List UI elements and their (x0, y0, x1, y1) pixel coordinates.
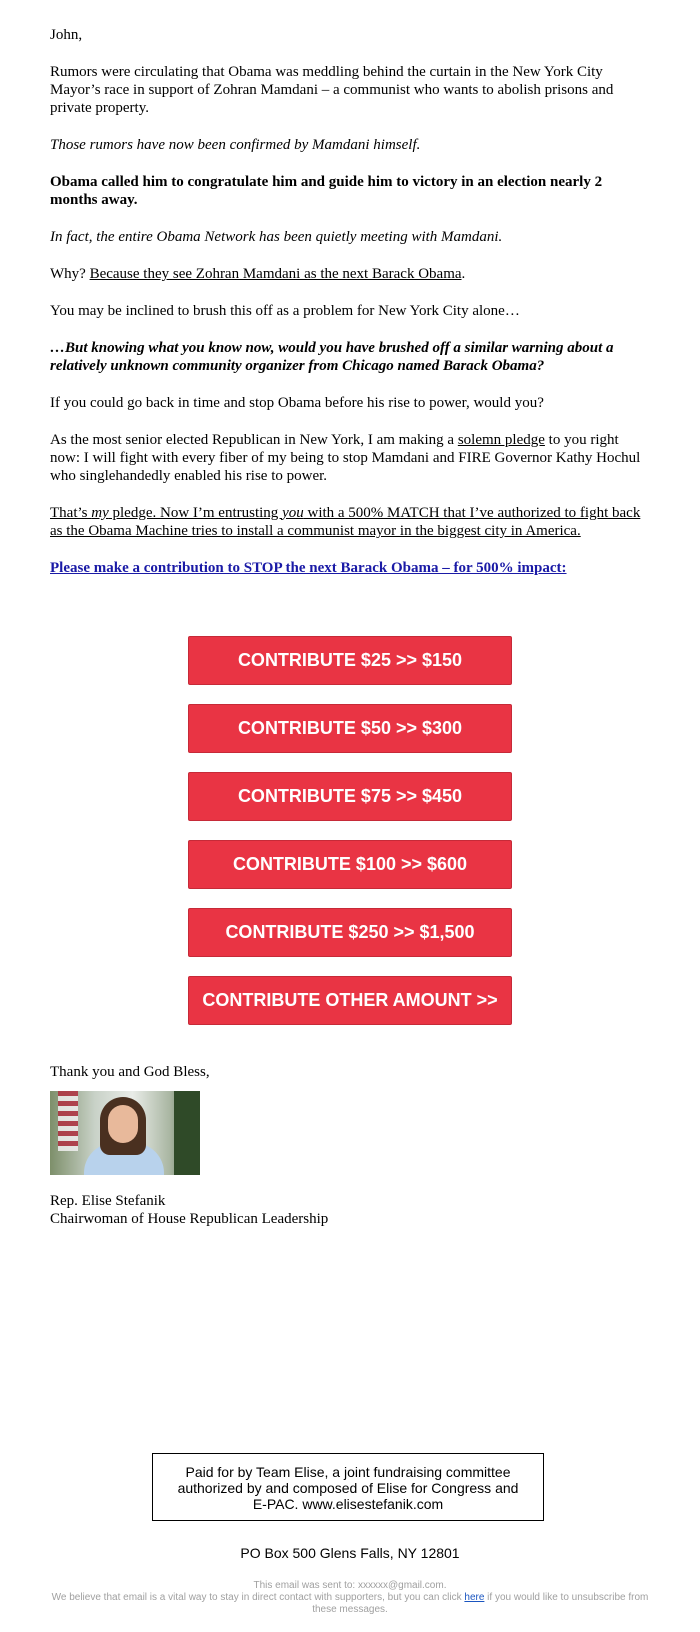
match-text-my: my (91, 505, 109, 521)
mailing-address: PO Box 500 Glens Falls, NY 12801 (240, 1545, 460, 1561)
face-graphic (108, 1105, 138, 1143)
closing: Thank you and God Bless, (50, 1064, 210, 1080)
signer-name: Rep. Elise Stefanik (50, 1193, 166, 1209)
paragraph-why (50, 265, 650, 283)
email-body (50, 26, 650, 577)
paid-for-disclaimer: Paid for by Team Elise, a joint fundraising committee authorized by and composed of Elise for Congress and E-PAC. www.elisestefanik.com (152, 1453, 544, 1521)
paragraph-warning: …But knowing what you know now, would you have brushed off a similar warning about a relatively unknown community organizer from Chicago named Barack Obama? (50, 340, 614, 374)
pledge-text-a: As the most senior elected Republican in New York, I am making a (50, 432, 458, 448)
contribute-250-button[interactable]: CONTRIBUTE $250 >> $1,500 (188, 908, 512, 957)
contribute-75-button[interactable]: CONTRIBUTE $75 >> $450 (188, 772, 512, 821)
signer-title: Chairwoman of House Republican Leadership (50, 1211, 329, 1227)
paragraph-obama-called: Obama called him to congratulate him and guide him to victory in an election nearly 2 months away. (50, 174, 603, 208)
solemn-pledge-link[interactable]: solemn pledge (457, 432, 545, 448)
paragraph-rumors: Rumors were circulating that Obama was meddling behind the curtain in the New York City Mayor’s race in support of Zohran Mamdani – a communist who wants to abolish prisons and private property. (50, 64, 614, 116)
contribute-100-button[interactable]: CONTRIBUTE $100 >> $600 (188, 840, 512, 889)
flag-graphic (58, 1091, 78, 1151)
why-suffix: . (461, 266, 466, 282)
match-link[interactable] (50, 504, 650, 540)
why-prefix: Why? (50, 266, 90, 282)
paragraph-go-back: If you could go back in time and stop Obama before his rise to power, would you? (50, 395, 544, 411)
match-text-b: pledge. Now I’m entrusting (108, 505, 283, 521)
next-obama-link[interactable]: Because they see Zohran Mamdani as the next Barack Obama (89, 266, 462, 282)
match-text-c: with a 500% MATCH that I’ve authorized to fight back as the Obama Machine tries to install a communist mayor in the biggest city in America. (50, 505, 641, 539)
unsubscribe-suffix: if you would like to unsubscribe from these messages. (312, 1592, 649, 1615)
unsubscribe-notice (50, 1592, 650, 1616)
contribution-buttons (188, 636, 512, 1044)
paragraph-pledge (50, 431, 650, 485)
signer-photo (50, 1091, 200, 1175)
paragraph-confirmed: Those rumors have now been confirmed by Mamdani himself. (50, 137, 421, 153)
greeting: John, (50, 27, 83, 43)
pledge-text-b: to you right now: I will fight with every fiber of my being to stop Mamdani and FIRE Governor Kathy Hochul who singlehandedly enabled his rise to power. (50, 432, 641, 484)
signature-block (50, 1192, 328, 1228)
unsubscribe-link[interactable]: here (464, 1592, 485, 1603)
paragraph-brush-off: You may be inclined to brush this off as a problem for New York City alone… (50, 303, 520, 319)
contribute-25-button[interactable]: CONTRIBUTE $25 >> $150 (188, 636, 512, 685)
paragraph-obama-network: In fact, the entire Obama Network has been quietly meeting with Mamdani. (50, 229, 503, 245)
contribution-cta-link[interactable]: Please make a contribution to STOP the next Barack Obama – for 500% impact: (50, 560, 567, 576)
sent-to-notice: This email was sent to: xxxxxx@gmail.com. (253, 1580, 447, 1591)
email-footer (50, 1580, 650, 1616)
contribute-other-button[interactable]: CONTRIBUTE OTHER AMOUNT >> (188, 976, 512, 1025)
unsubscribe-prefix: We believe that email is a vital way to stay in direct contact with supporters, but you can click (51, 1592, 465, 1603)
match-text-a: That’s (50, 505, 92, 521)
contribute-50-button[interactable]: CONTRIBUTE $50 >> $300 (188, 704, 512, 753)
trees-graphic (174, 1091, 200, 1175)
match-text-you: you (282, 505, 304, 521)
